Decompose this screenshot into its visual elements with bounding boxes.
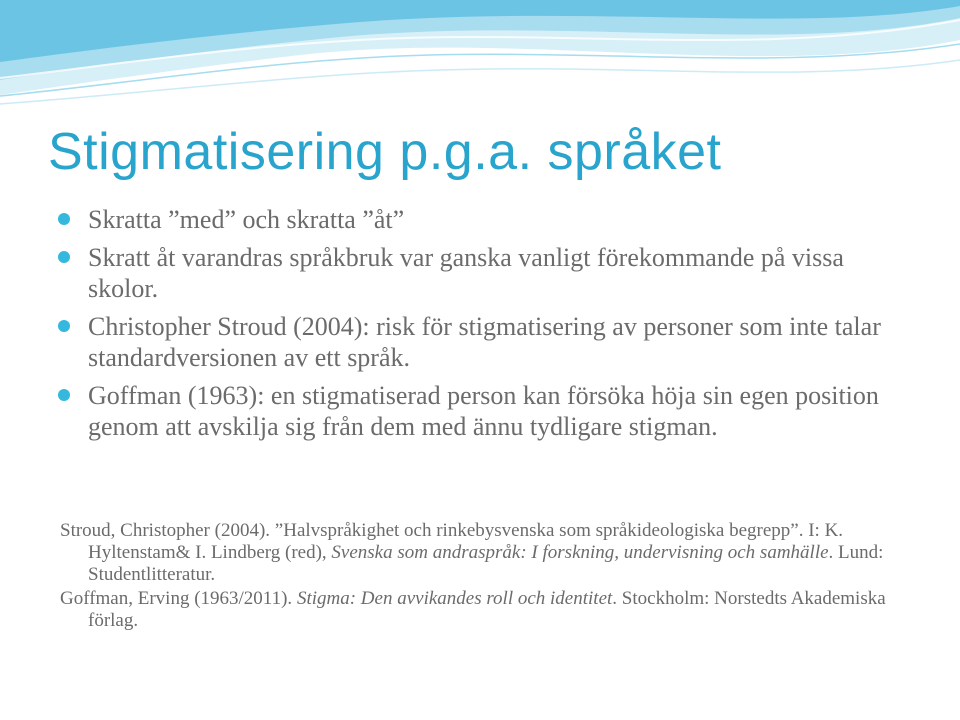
reference-text: Stroud, Christopher (2004). ”Halvspråkighet och rinkebysvenska som språkideologiska begrepp”. I: K. Hyltenstam& I. Lindberg (red), [60,520,844,563]
bullet-text: Goffman (1963): en stigmatiserad person kan försöka höja sin egen position genom att avskilja sig från dem med ännu tydligare stigman. [88,380,879,441]
reference-goffman [60,588,920,632]
bullet-dot-icon [58,389,70,401]
slide-title: Stigmatisering p.g.a. språket [48,123,722,181]
bullet-text: Skratt åt varandras språkbruk var ganska vanligt förekommande på vissa skolor. [88,242,844,303]
reference-title: Stigma: Den avvikandes roll och identitet [296,588,613,609]
reference-publisher: . Lund: Studentlitteratur. [88,542,884,585]
reference-title: Svenska som andraspråk: I forskning, undervisning och samhälle [331,542,829,563]
bullet-dot-icon [58,251,70,263]
bullet-item [56,311,916,374]
bullet-item [56,242,916,305]
bullet-text: Christopher Stroud (2004): risk för stigmatisering av personer som inte talar standardversionen av ett språk. [88,311,881,372]
header-wave-decoration [0,0,960,120]
bullet-dot-icon [58,213,70,225]
bullet-item [56,380,916,443]
reference-publisher: . Stockholm: Norstedts Akademiska förlag. [88,588,886,631]
reference-stroud [60,520,920,586]
bullet-list [56,204,916,449]
reference-list [60,520,920,634]
bullet-text: Skratta ”med” och skratta ”åt” [88,205,405,234]
reference-text: Goffman, Erving (1963/2011). [60,588,297,609]
bullet-item [56,204,916,236]
bullet-dot-icon [58,320,70,332]
